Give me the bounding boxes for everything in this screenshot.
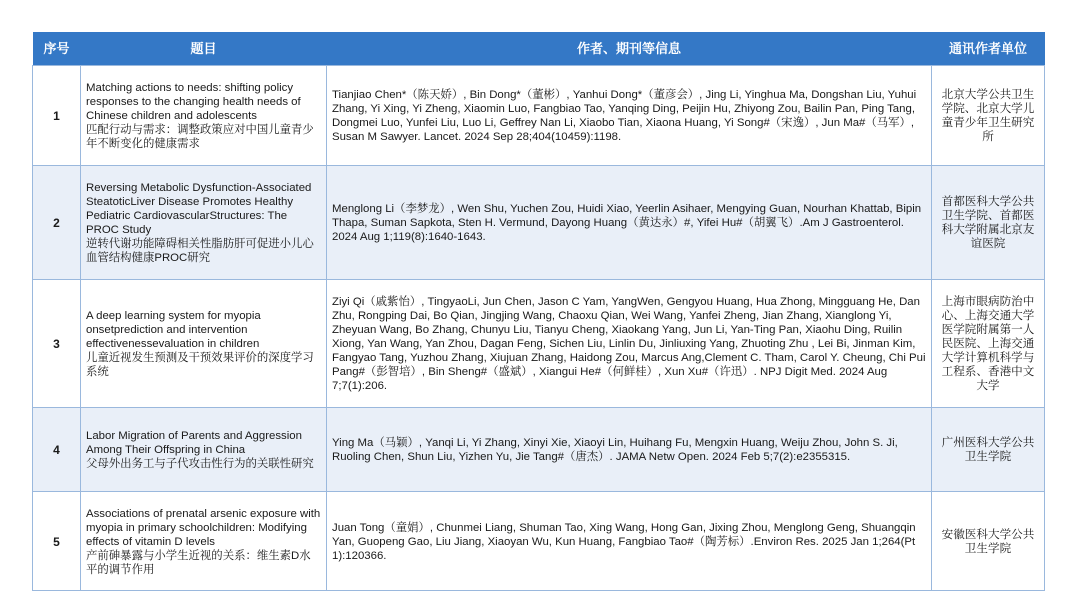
author-journal-info: Juan Tong（童娟）, Chunmei Liang, Shuman Tao, Xing Wang, Hong Gan, Jixing Zhou, Menglong Geng, Shuangqin Yan, Guopeng Gao, Liu Jiang, Xiaoyan Wu, Kun Huang, Fangbiao Tao#（陶芳标）.Environ Res. 2025 Jan 1;264(Pt 1):120366. bbox=[327, 492, 932, 591]
title-english: Associations of prenatal arsenic exposure with myopia in primary schoolchildren: Modifying effects of vitamin D levels bbox=[86, 507, 321, 548]
corresponding-unit: 上海市眼病防治中心、上海交通大学医学院附属第一人民医院、上海交通大学计算机科学与工程系、香港中文大学 bbox=[932, 280, 1045, 408]
row-number: 3 bbox=[33, 280, 81, 408]
paper-title bbox=[81, 166, 327, 280]
paper-title bbox=[81, 492, 327, 591]
title-english: Labor Migration of Parents and Aggression Among Their Offspring in China bbox=[86, 430, 302, 456]
header-unit: 通讯作者单位 bbox=[932, 32, 1045, 66]
table-row bbox=[33, 166, 1045, 280]
header-title: 题目 bbox=[81, 32, 327, 66]
title-chinese: 产前砷暴露与小学生近视的关系：维生素D水平的调节作用 bbox=[86, 549, 311, 576]
title-chinese: 父母外出务工与子代攻击性行为的关联性研究 bbox=[86, 458, 314, 470]
corresponding-unit: 首都医科大学公共卫生学院、首都医科大学附属北京友谊医院 bbox=[932, 166, 1045, 280]
author-journal-info: Tianjiao Chen*（陈天娇）, Bin Dong*（董彬）, Yanhui Dong*（董彦会）, Jing Li, Yinghua Ma, Dongshan Liu, Yuhui Zhang, Yi Xing, Yi Zheng, Xiaomin Luo, Fangbiao Tao, Yanqing Ding, Peijin Hu, Zhiyong Zou, Bailin Pan, Ping Tang, Dongmei Luo, Yunfei Liu, Luo Li, Geffrey Nan Li, Xiaobo Tian, Xiaona Huang, Yi Song#（宋逸）, Jun Ma#（马军）, Susan M Sawyer. Lancet. 2024 Sep 28;404(10459):1198. bbox=[327, 66, 932, 166]
row-number: 2 bbox=[33, 166, 81, 280]
corresponding-unit: 安徽医科大学公共卫生学院 bbox=[932, 492, 1045, 591]
title-chinese: 匹配行动与需求：调整政策应对中国儿童青少年不断变化的健康需求 bbox=[86, 124, 314, 150]
table-row bbox=[33, 408, 1045, 492]
corresponding-unit: 北京大学公共卫生学院、北京大学儿童青少年卫生研究所 bbox=[932, 66, 1045, 166]
paper-title bbox=[81, 408, 327, 492]
author-journal-info: Menglong Li（李梦龙）, Wen Shu, Yuchen Zou, Huidi Xiao, Yeerlin Asihaer, Mengying Guan, Nourhan Khattab, Bipin Thapa, Suman Sapkota, Sten H. Vermund, Dayong Huang（黄达永）#, Yifei Hu#（胡翼飞）.Am J Gastroenterol. 2024 Aug 1;119(8):1640-1643. bbox=[327, 166, 932, 280]
author-journal-info: Ying Ma（马颖）, Yanqi Li, Yi Zhang, Xinyi Xie, Xiaoyi Lin, Huihang Fu, Mengxin Huang, Weiju Zhou, John S. Ji, Ruoling Chen, Shun Liu, Yizhen Yu, Jie Tang#（唐杰）. JAMA Netw Open. 2024 Feb 5;7(2):e2355315. bbox=[327, 408, 932, 492]
corresponding-unit: 广州医科大学公共卫生学院 bbox=[932, 408, 1045, 492]
table-row bbox=[33, 280, 1045, 408]
title-chinese: 逆转代谢功能障碍相关性脂肪肝可促进小儿心血管结构健康PROC研究 bbox=[86, 238, 314, 264]
title-chinese: 儿童近视发生预测及干预效果评价的深度学习系统 bbox=[86, 352, 314, 378]
paper-title bbox=[81, 66, 327, 166]
row-number: 5 bbox=[33, 492, 81, 591]
header-num: 序号 bbox=[33, 32, 81, 66]
title-english: Reversing Metabolic Dysfunction-Associated SteatoticLiver Disease Promotes Healthy Pediatric CardiovascularStructures: The PROC Study bbox=[86, 182, 312, 236]
title-english: Matching actions to needs: shifting policy responses to the changing health needs of Chinese children and adolescents bbox=[86, 82, 301, 122]
header-authors: 作者、期刊等信息 bbox=[327, 32, 932, 66]
table-row bbox=[33, 492, 1045, 591]
publications-table bbox=[32, 32, 1045, 591]
paper-title bbox=[81, 280, 327, 408]
row-number: 1 bbox=[33, 66, 81, 166]
table-header-row bbox=[33, 32, 1045, 66]
row-number: 4 bbox=[33, 408, 81, 492]
title-english: A deep learning system for myopia onsetprediction and intervention effectivenessevaluation in children bbox=[86, 310, 261, 350]
table-row bbox=[33, 66, 1045, 166]
author-journal-info: Ziyi Qi（戚紫怡）, TingyaoLi, Jun Chen, Jason C Yam, YangWen, Gengyou Huang, Hua Zhong, Mingguang He, Dan Zhu, Rongping Dai, Bo Qian, Jingjing Wang, Chaoxu Qian, Wei Wang, Yanfei Zheng, Jian Zhang, Xianglong Yi, Zheyuan Wang, Bo Zhang, Chunyu Liu, Tianyu Cheng, Xiaokang Yang, Jun Li, Yan-Ting Pan, Xiaohu Ding, Ruilin Xiong, Yan Wang, Yan Zhou, Dagan Feng, Sichen Liu, Linlin Du, Jinliuxing Yang, Zhuoting Zhu , Lei Bi, Jinman Kim, Fangyao Tang, Yuzhou Zhang, Xiujuan Zhang, Haidong Zou, Marcus Ang,Clement C. Tham, Carol Y. Cheung, Chi Pui Pang#（彭智培）, Bin Sheng#（盛斌）, Xiangui He#（何鲜桂）, Xun Xu#（许迅）. NPJ Digit Med. 2024 Aug 7;7(1):206. bbox=[327, 280, 932, 408]
